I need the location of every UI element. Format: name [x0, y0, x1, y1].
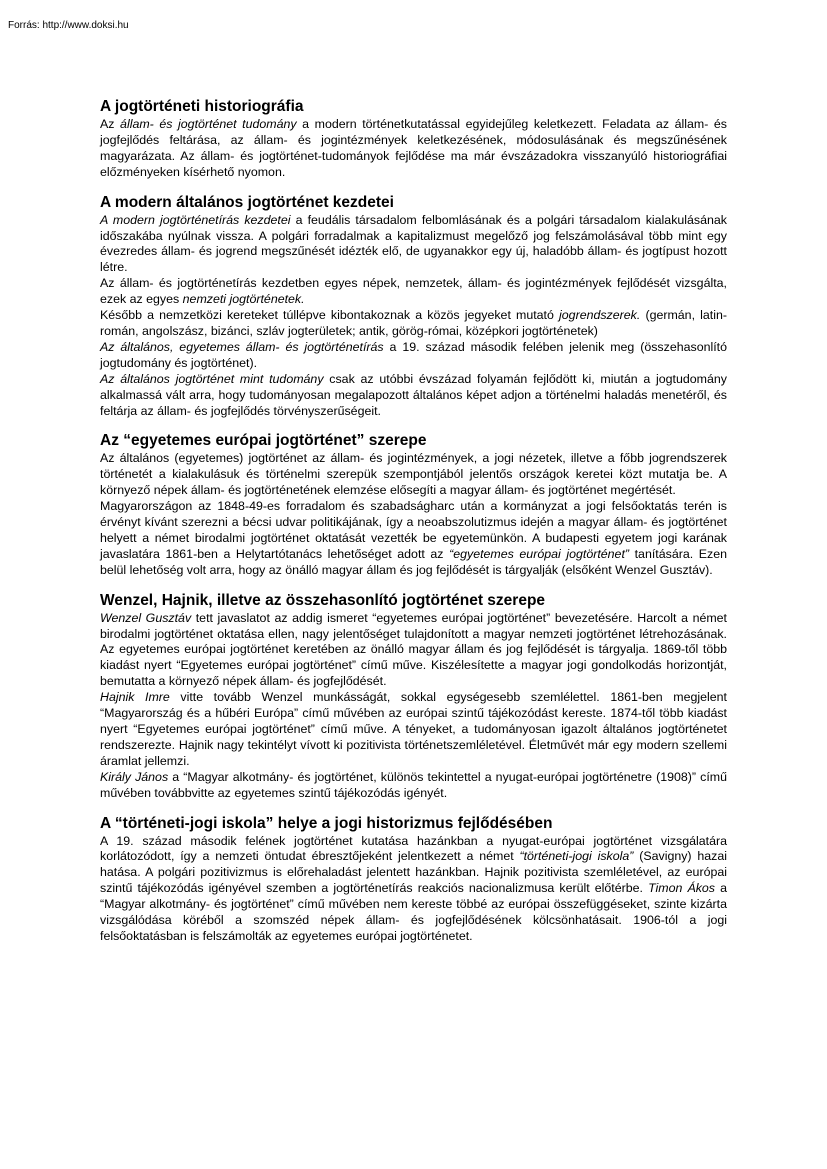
paragraph: Király János a “Magyar alkotmány- és jogtörténet, különös tekintettel a nyugat-európai jogtörténetre (1908)” című művében továbbvitte az egyetemes szintű tájékozódás igényét.	[100, 769, 728, 800]
section-historiography	[100, 97, 727, 181]
emphasis-text: “egyetemes európai jogtörténet”	[449, 546, 630, 561]
source-note: Forrás: http://www.doksi.hu	[8, 20, 129, 31]
paragraph: Magyarországon az 1848-49-es forradalom és szabadságharc után a kormányzat a jogi felsőoktatás terén is érvényt kívánt szerezni a bécsi udvar politikájának, így a neoabszolutizmus idején a magyar állam- és jogtörténet helyett a német birodalmi jogtörténet oktatását vezették be egyetemünkön. A budapesti egyetem jogi karának javaslatára 1861-ben a Helytartótanács lehetőséget adott az “egyetemes európai jogtörténet” tanítására. Ezen belül lehetőség volt arra, hogy az önálló magyar állam és jog fejlődését is tárgyalják (elsőként Wenzel Gusztáv).	[100, 499, 727, 577]
paragraph: Az állam- és jogtörténetírás kezdetben egyes népek, nemzetek, állam- és jogintézmények fejlődését vizsgálta, ezek az egyes nemzeti jogtörténetek.	[100, 276, 727, 307]
emphasis-text: jogrendszerek.	[559, 308, 641, 323]
paragraph: A modern jogtörténetírás kezdetei a feudális társadalom felbomlásának és a polgári társadalom kialakulásának időszakába nyúlnak vissza. A polgári forradalmak a kapitalizmust megelőző jog felszámolásával több mint egy évezredes állam- és jogrend megszűnését idézték elő, de ugyanakkor egy új, haladóbb állam- és jogtípust hozott létre.	[100, 212, 727, 275]
section-title: Az “egyetemes európai jogtörténet” szerepe	[100, 432, 427, 450]
emphasis-text: nemzeti jogtörténetek.	[182, 292, 305, 307]
emphasis-text: Az általános, egyetemes állam- és jogtörténetírás	[100, 339, 384, 354]
emphasis-text: Király János	[100, 769, 169, 784]
emphasis-text: állam- és jogtörténet tudomány	[120, 117, 297, 131]
section-title: A modern általános jogtörténet kezdetei	[100, 193, 394, 211]
emphasis-text: Hajnik Imre	[100, 690, 170, 705]
paragraph: Az általános jogtörténet mint tudomány csak az utóbbi évszázad folyamán fejlődött ki, miután a jogtudomány alkalmassá vált arra, hogy tudományosan megalapozott általános képet adjon a történelmi haladás menetéről, és feltárja az állam- és jogfejlődés törvényszerűségeit.	[100, 371, 727, 418]
emphasis-text: Wenzel Gusztáv	[100, 610, 192, 625]
paragraph: Később a nemzetközi kereteket túllépve kibontakoznak a közös jegyeket mutató jogrendszerek. (germán, latin-román, angolszász, bizánci, szláv jogterületek; antik, görög-római, középkori jogtörténetek)	[100, 308, 728, 338]
section-wenzel-hajnik	[100, 591, 727, 802]
section-title: A jogtörténeti historiográfia	[100, 98, 304, 115]
paragraph: Az általános, egyetemes állam- és jogtörténetírás a 19. század második felében jelenik meg (összehasonlító jogtudomány és jogtörténet).	[100, 339, 728, 370]
emphasis-text: Az általános jogtörténet mint tudomány	[100, 371, 324, 386]
emphasis-text: “történeti-jogi iskola”	[519, 849, 634, 864]
document-body	[100, 97, 727, 957]
paragraph: Hajnik Imre vitte tovább Wenzel munkásságát, sokkal egységesebb szemlélettel. 1861-ben megjelent “Magyarország és a hűbéri Európa” című művében az európai szintű tájékozódást kereste. 1874-től több kiadást nyert “Egyetemes európai jogtörténet” című műve. A tényeket, a tudományosan igazolt általános jogtörténetet rendszerezte. Hajnik nagy tekintélyt vívott ki pozitivista történetszemléletével. Életművét már egy modern szellemi áramlat jellemzi.	[100, 690, 727, 768]
emphasis-text: Timon Ákos	[648, 881, 716, 896]
section-universal-european	[100, 431, 727, 578]
paragraph: Az általános (egyetemes) jogtörténet az állam- és jogintézmények, a jogi nézetek, illetve a főbb jogrendszerek történetét a kialakulásuk és történelmi szerepük szempontjából jelentős országok keretei közt mutatja be. A környező népek állam- és jogtörténetének elemzése elősegíti a magyar állam- és jogtörténet megértését.	[100, 451, 727, 498]
emphasis-text: A modern jogtörténetírás kezdetei	[100, 212, 291, 227]
section-modern-beginnings	[100, 193, 727, 420]
paragraph: Az állam- és jogtörténet tudomány a modern történetkutatással egyidejűleg keletkezett. Feladata az állam- és jogfejlődés feltárása, az állam- és jogintézmények keletkezésének, módosulásának és megszűnésének magyarázata. Az állam- és jogtörténet-tudományok fejlődése ma már évszázadokra visszanyúló historiográfiai előzményeken kísérhető nyomon.	[100, 117, 727, 179]
section-title: Wenzel, Hajnik, illetve az összehasonlító jogtörténet szerepe	[100, 591, 546, 609]
paragraph: Wenzel Gusztáv tett javaslatot az addig ismeret “egyetemes európai jogtörténet” bevezetésére. Harcolt a német birodalmi jogtörténet oktatása ellen, nagy jelentőséget tulajdonított a magyar nemzeti jogtörténet létrehozásának. Az egyetemes európai jogtörténet keretében az önálló magyar állam és jog fejlődését is tárgyalja. 1869-től több kiadást nyert “Egyetemes európai jogtörténet” című műve. Kiszélesítette a magyar jogi gondolkodás horizontját, bemutatta a környező népek állam- és jogfejlődését.	[100, 610, 728, 689]
section-title: A “történeti-jogi iskola” helye a jogi historizmus fejlődésében	[100, 814, 553, 832]
section-historical-school	[100, 814, 727, 945]
paragraph: A 19. század második felének jogtörténet kutatása hazánkban a nyugat-európai jogtörténet vizsgálatára korlátozódott, így a nemzeti öntudat ébresztőjeként jelentkezett a német “történeti-jogi iskola” (Savigny) hazai hatása. A polgári pozitivizmus is előrehaladást jelentett hazánkban. Hajnik pozitivista szemléletével, az európai szintű tájékozódás igényével szemben a jogtörténetírás reakciós nacionalizmusa került előtérbe. Timon Ákos a “Magyar alkotmány- és jogtörténet” című művében nem kereste többé az európai összefüggéseket, szinte kizárta vizsgálódása köréből a szomszéd népek állam- és jogfejlődésének kölcsönhatásait. 1906-tól a jogi felsőoktatásban is felszámolták az egyetemes európai jogtörténetet.	[100, 833, 727, 943]
